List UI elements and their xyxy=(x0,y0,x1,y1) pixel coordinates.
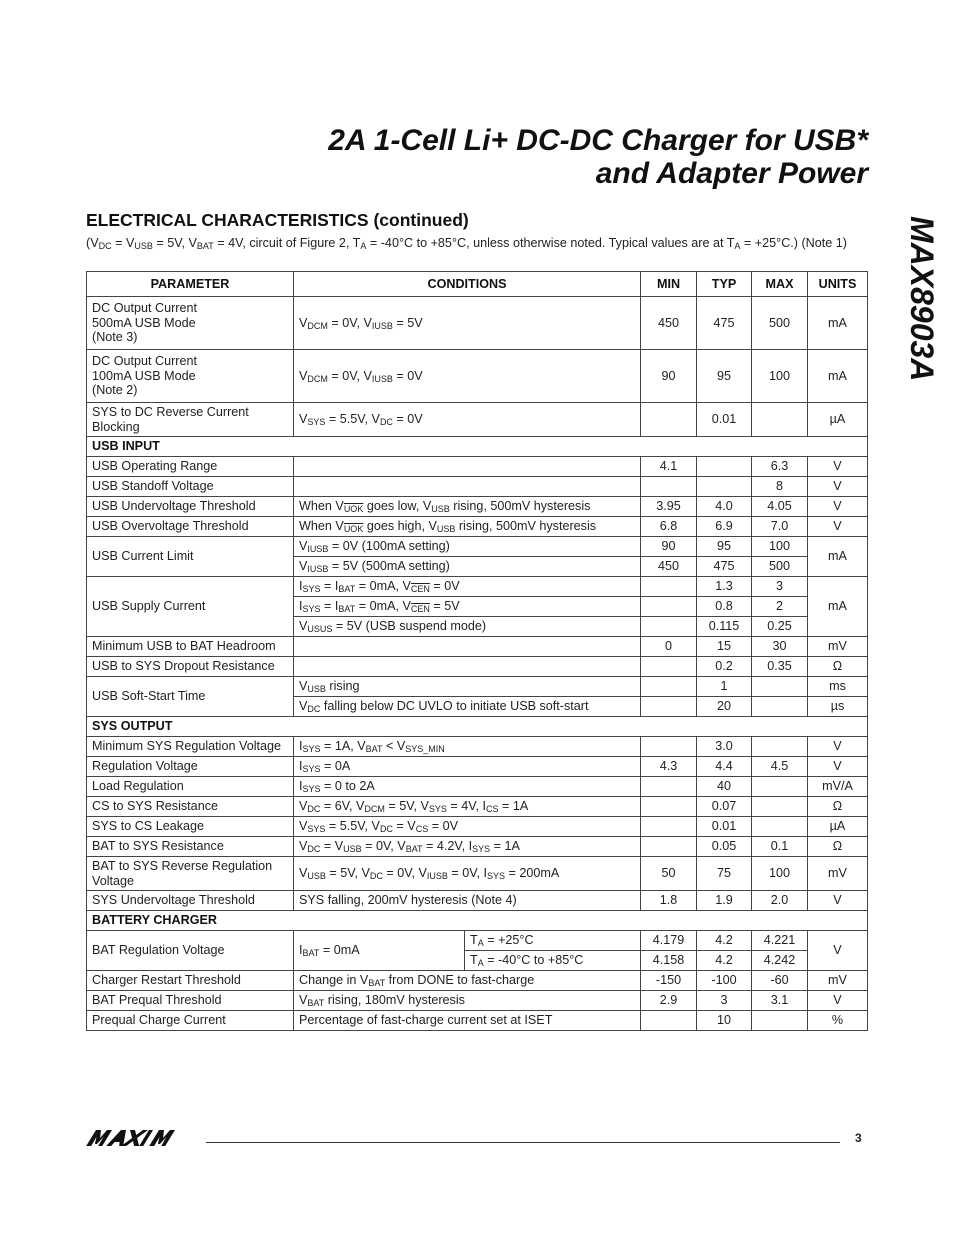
param-cell: SYS to CS Leakage xyxy=(87,817,294,837)
param-cell: BAT Regulation Voltage xyxy=(87,931,294,971)
min-cell xyxy=(641,677,697,697)
cond-cell: $V_{SYS} = 5.5V$, $V_{DC} = 0V$ xyxy=(294,403,641,437)
min-cell xyxy=(641,617,697,637)
typ-cell: 15 xyxy=(697,637,752,657)
max-cell xyxy=(752,403,808,437)
unit-cell: V xyxy=(808,477,868,497)
param-cell: BAT to SYS Reverse Regulation Voltage xyxy=(87,857,294,891)
typ-cell: -100 xyxy=(697,971,752,991)
typ-cell: 475 xyxy=(697,557,752,577)
param-cell: Regulation Voltage xyxy=(87,757,294,777)
typ-cell: 95 xyxy=(697,350,752,403)
typ-cell: 475 xyxy=(697,297,752,350)
title-line-1: 2A 1-Cell Li+ DC-DC Charger for USB* xyxy=(328,124,868,157)
unit-cell: Ω xyxy=(808,837,868,857)
max-cell: 2.0 xyxy=(752,891,808,911)
min-cell: 50 xyxy=(641,857,697,891)
param-cell: Prequal Charge Current xyxy=(87,1011,294,1031)
max-cell: 0.1 xyxy=(752,837,808,857)
col-typ: TYP xyxy=(697,272,752,297)
param-cell: Charger Restart Threshold xyxy=(87,971,294,991)
unit-cell: ms xyxy=(808,677,868,697)
param-cell: USB Undervoltage Threshold xyxy=(87,497,294,517)
unit-cell: mV xyxy=(808,971,868,991)
cond-cell: When $V_{\overline{UOK}}$ goes high, $V_{USB}$ rising, 500mV hysteresis xyxy=(294,517,641,537)
cond-cell: Percentage of fast-charge current set at ISET xyxy=(294,1011,641,1031)
cond-cell: $V_{DC} = V_{USB} = 0V$, $V_{BAT} = 4.2V$, $I_{SYS} = 1A$ xyxy=(294,837,641,857)
max-cell: 100 xyxy=(752,350,808,403)
min-cell: -150 xyxy=(641,971,697,991)
table-header-row xyxy=(87,272,868,297)
table-row xyxy=(87,817,868,837)
table-row xyxy=(87,457,868,477)
typ-cell: 95 xyxy=(697,537,752,557)
max-cell: 2 xyxy=(752,597,808,617)
unit-cell: mV xyxy=(808,857,868,891)
table-row xyxy=(87,497,868,517)
min-cell: 90 xyxy=(641,350,697,403)
param-cell: Minimum SYS Regulation Voltage xyxy=(87,737,294,757)
max-cell: 30 xyxy=(752,637,808,657)
typ-cell xyxy=(697,457,752,477)
cond-cell: $V_{DCM} = 0V$, $V_{IUSB} = 0V$ xyxy=(294,350,641,403)
section-label: SYS OUTPUT xyxy=(87,717,868,737)
min-cell: 1.8 xyxy=(641,891,697,911)
cond-cell: $V_{USB}$ rising xyxy=(294,677,641,697)
unit-cell: V xyxy=(808,891,868,911)
table-row xyxy=(87,991,868,1011)
test-conditions: ($V_{DC} = V_{USB} = 5V$, $V_{BAT} = 4V$, circuit of Figure 2, $T_A = -40^\circ C$ to +85°C, unless otherwise noted. Typical values are at $T_A = +25^\circ C$.) (Note 1) xyxy=(86,236,847,251)
electrical-characteristics-table xyxy=(86,271,868,1031)
unit-cell: µA xyxy=(808,817,868,837)
typ-cell: 10 xyxy=(697,1011,752,1031)
min-cell: 4.1 xyxy=(641,457,697,477)
maxim-logo xyxy=(86,1130,198,1146)
table-row xyxy=(87,537,868,557)
max-cell: 4.05 xyxy=(752,497,808,517)
typ-cell: 6.9 xyxy=(697,517,752,537)
cond-subcell: $T_A = -40^\circ C$ to +85°C xyxy=(465,951,641,971)
param-cell: USB Supply Current xyxy=(87,577,294,637)
min-cell: 90 xyxy=(641,537,697,557)
min-cell xyxy=(641,817,697,837)
max-cell: 100 xyxy=(752,537,808,557)
unit-cell: V xyxy=(808,517,868,537)
table-row xyxy=(87,350,868,403)
min-cell: 0 xyxy=(641,637,697,657)
table-row xyxy=(87,637,868,657)
cond-cell: SYS falling, 200mV hysteresis (Note 4) xyxy=(294,891,641,911)
max-cell: 500 xyxy=(752,557,808,577)
unit-cell: Ω xyxy=(808,797,868,817)
min-cell: 4.158 xyxy=(641,951,697,971)
col-parameter: PARAMETER xyxy=(87,272,294,297)
min-cell xyxy=(641,403,697,437)
max-cell: 4.221 xyxy=(752,931,808,951)
typ-cell: 4.4 xyxy=(697,757,752,777)
page-number: 3 xyxy=(855,1131,862,1145)
param-cell: DC Output Current 500mA USB Mode (Note 3) xyxy=(87,297,294,350)
max-cell: 3.1 xyxy=(752,991,808,1011)
cond-cell: $V_{DC}$ falling below DC UVLO to initiate USB soft-start xyxy=(294,697,641,717)
min-cell xyxy=(641,477,697,497)
unit-cell: mV/A xyxy=(808,777,868,797)
unit-cell: V xyxy=(808,457,868,477)
param-cell: Load Regulation xyxy=(87,777,294,797)
max-cell: 7.0 xyxy=(752,517,808,537)
section-label: BATTERY CHARGER xyxy=(87,911,868,931)
min-cell xyxy=(641,657,697,677)
param-cell: BAT to SYS Resistance xyxy=(87,837,294,857)
max-cell: 4.242 xyxy=(752,951,808,971)
table-row xyxy=(87,677,868,697)
typ-cell: 1.3 xyxy=(697,577,752,597)
max-cell xyxy=(752,777,808,797)
param-cell: USB to SYS Dropout Resistance xyxy=(87,657,294,677)
typ-cell: 0.8 xyxy=(697,597,752,617)
param-cell: USB Soft-Start Time xyxy=(87,677,294,717)
unit-cell: mV xyxy=(808,637,868,657)
param-cell: USB Current Limit xyxy=(87,537,294,577)
min-cell: 4.3 xyxy=(641,757,697,777)
cond-subcell: $T_A = +25^\circ C$ xyxy=(465,931,641,951)
table-row xyxy=(87,891,868,911)
typ-cell: 4.0 xyxy=(697,497,752,517)
typ-cell: 0.07 xyxy=(697,797,752,817)
col-min: MIN xyxy=(641,272,697,297)
min-cell xyxy=(641,777,697,797)
typ-cell: 4.2 xyxy=(697,931,752,951)
table-row xyxy=(87,931,868,951)
cond-cell xyxy=(294,637,641,657)
section-label: USB INPUT xyxy=(87,437,868,457)
min-cell xyxy=(641,737,697,757)
min-cell xyxy=(641,837,697,857)
table-row xyxy=(87,857,868,891)
col-conditions: CONDITIONS xyxy=(294,272,641,297)
unit-cell: V xyxy=(808,497,868,517)
cond-cell: $I_{SYS} = 1A$, $V_{BAT} < V_{SYS\_MIN}$ xyxy=(294,737,641,757)
max-cell: 3 xyxy=(752,577,808,597)
max-cell xyxy=(752,677,808,697)
cond-cell: $V_{DCM} = 0V$, $V_{IUSB} = 5V$ xyxy=(294,297,641,350)
table-row xyxy=(87,577,868,597)
cond-cell: $I_{SYS} = I_{BAT} = 0mA$, $V_{\overline{CEN}} = 0V$ xyxy=(294,577,641,597)
unit-cell: µs xyxy=(808,697,868,717)
unit-cell: mA xyxy=(808,577,868,637)
unit-cell: % xyxy=(808,1011,868,1031)
min-cell: 2.9 xyxy=(641,991,697,1011)
table-row xyxy=(87,517,868,537)
min-cell: 3.95 xyxy=(641,497,697,517)
unit-cell: V xyxy=(808,991,868,1011)
typ-cell: 0.05 xyxy=(697,837,752,857)
cond-cell: Change in $V_{BAT}$ from DONE to fast-charge xyxy=(294,971,641,991)
section-row-battery-charger xyxy=(87,911,868,931)
cond-cell: $V_{DC} = 6V$, $V_{DCM} = 5V$, $V_{SYS} = 4V$, $I_{CS} = 1A$ xyxy=(294,797,641,817)
unit-cell: mA xyxy=(808,537,868,577)
max-cell xyxy=(752,697,808,717)
min-cell: 450 xyxy=(641,297,697,350)
col-max: MAX xyxy=(752,272,808,297)
param-cell: SYS to DC Reverse Current Blocking xyxy=(87,403,294,437)
unit-cell: mA xyxy=(808,350,868,403)
unit-cell: mA xyxy=(808,297,868,350)
col-units: UNITS xyxy=(808,272,868,297)
cond-cell xyxy=(294,477,641,497)
max-cell: 0.25 xyxy=(752,617,808,637)
param-cell: USB Standoff Voltage xyxy=(87,477,294,497)
min-cell xyxy=(641,797,697,817)
max-cell: 500 xyxy=(752,297,808,350)
min-cell xyxy=(641,697,697,717)
typ-cell: 0.01 xyxy=(697,403,752,437)
table-row xyxy=(87,657,868,677)
min-cell: 450 xyxy=(641,557,697,577)
unit-cell: V xyxy=(808,931,868,971)
side-part-number xyxy=(902,216,942,416)
cond-cell: $V_{USB} = 5V$, $V_{DC} = 0V$, $V_{IUSB} = 0V$, $I_{SYS} = 200mA$ xyxy=(294,857,641,891)
cond-cell: $V_{BAT}$ rising, 180mV hysteresis xyxy=(294,991,641,1011)
typ-cell: 1 xyxy=(697,677,752,697)
document-title xyxy=(328,124,868,190)
typ-cell: 3.0 xyxy=(697,737,752,757)
param-cell: DC Output Current 100mA USB Mode (Note 2) xyxy=(87,350,294,403)
max-cell xyxy=(752,817,808,837)
param-cell: SYS Undervoltage Threshold xyxy=(87,891,294,911)
unit-cell: Ω xyxy=(808,657,868,677)
typ-cell: 4.2 xyxy=(697,951,752,971)
typ-cell: 20 xyxy=(697,697,752,717)
cond-cell xyxy=(294,457,641,477)
section-row-sys-output xyxy=(87,717,868,737)
table-row xyxy=(87,777,868,797)
min-cell xyxy=(641,1011,697,1031)
unit-cell: V xyxy=(808,757,868,777)
cond-cell: $I_{BAT} = 0mA$ xyxy=(294,931,465,971)
table-row xyxy=(87,477,868,497)
max-cell: 6.3 xyxy=(752,457,808,477)
max-cell xyxy=(752,737,808,757)
param-cell: USB Operating Range xyxy=(87,457,294,477)
typ-cell: 75 xyxy=(697,857,752,891)
table-row xyxy=(87,297,868,350)
min-cell: 4.179 xyxy=(641,931,697,951)
table-row xyxy=(87,403,868,437)
cond-cell: $V_{SYS} = 5.5V$, $V_{DC} = V_{CS} = 0V$ xyxy=(294,817,641,837)
unit-cell: µA xyxy=(808,403,868,437)
typ-cell: 1.9 xyxy=(697,891,752,911)
typ-cell: 3 xyxy=(697,991,752,1011)
max-cell xyxy=(752,797,808,817)
table-row xyxy=(87,737,868,757)
cond-cell: When $V_{\overline{UOK}}$ goes low, $V_{USB}$ rising, 500mV hysteresis xyxy=(294,497,641,517)
max-cell xyxy=(752,1011,808,1031)
cond-cell: $V_{IUSB} = 5V$ (500mA setting) xyxy=(294,557,641,577)
param-cell: CS to SYS Resistance xyxy=(87,797,294,817)
cond-cell: $V_{IUSB} = 0V$ (100mA setting) xyxy=(294,537,641,557)
section-title: ELECTRICAL CHARACTERISTICS (continued) xyxy=(86,210,469,230)
part-number-label: MAX8903A xyxy=(904,216,940,382)
min-cell xyxy=(641,577,697,597)
table-row xyxy=(87,1011,868,1031)
max-cell: 100 xyxy=(752,857,808,891)
table-row xyxy=(87,797,868,817)
typ-cell: 40 xyxy=(697,777,752,797)
table-row xyxy=(87,837,868,857)
max-cell: 4.5 xyxy=(752,757,808,777)
typ-cell: 0.01 xyxy=(697,817,752,837)
cond-cell: $I_{SYS} = 0$ to 2A xyxy=(294,777,641,797)
param-cell: USB Overvoltage Threshold xyxy=(87,517,294,537)
min-cell: 6.8 xyxy=(641,517,697,537)
typ-cell xyxy=(697,477,752,497)
cond-cell: $I_{SYS} = I_{BAT} = 0mA$, $V_{\overline{CEN}} = 5V$ xyxy=(294,597,641,617)
cond-cell xyxy=(294,657,641,677)
table-row xyxy=(87,757,868,777)
cond-cell: $I_{SYS} = 0A$ xyxy=(294,757,641,777)
max-cell: 0.35 xyxy=(752,657,808,677)
min-cell xyxy=(641,597,697,617)
typ-cell: 0.2 xyxy=(697,657,752,677)
table-row xyxy=(87,971,868,991)
typ-cell: 0.115 xyxy=(697,617,752,637)
unit-cell: V xyxy=(808,737,868,757)
footer-rule xyxy=(206,1142,840,1143)
max-cell: 8 xyxy=(752,477,808,497)
param-cell: BAT Prequal Threshold xyxy=(87,991,294,1011)
max-cell: -60 xyxy=(752,971,808,991)
section-row-usb-input xyxy=(87,437,868,457)
title-line-2: and Adapter Power xyxy=(595,157,868,190)
param-cell: Minimum USB to BAT Headroom xyxy=(87,637,294,657)
cond-cell: $V_{USUS} = 5V$ (USB suspend mode) xyxy=(294,617,641,637)
